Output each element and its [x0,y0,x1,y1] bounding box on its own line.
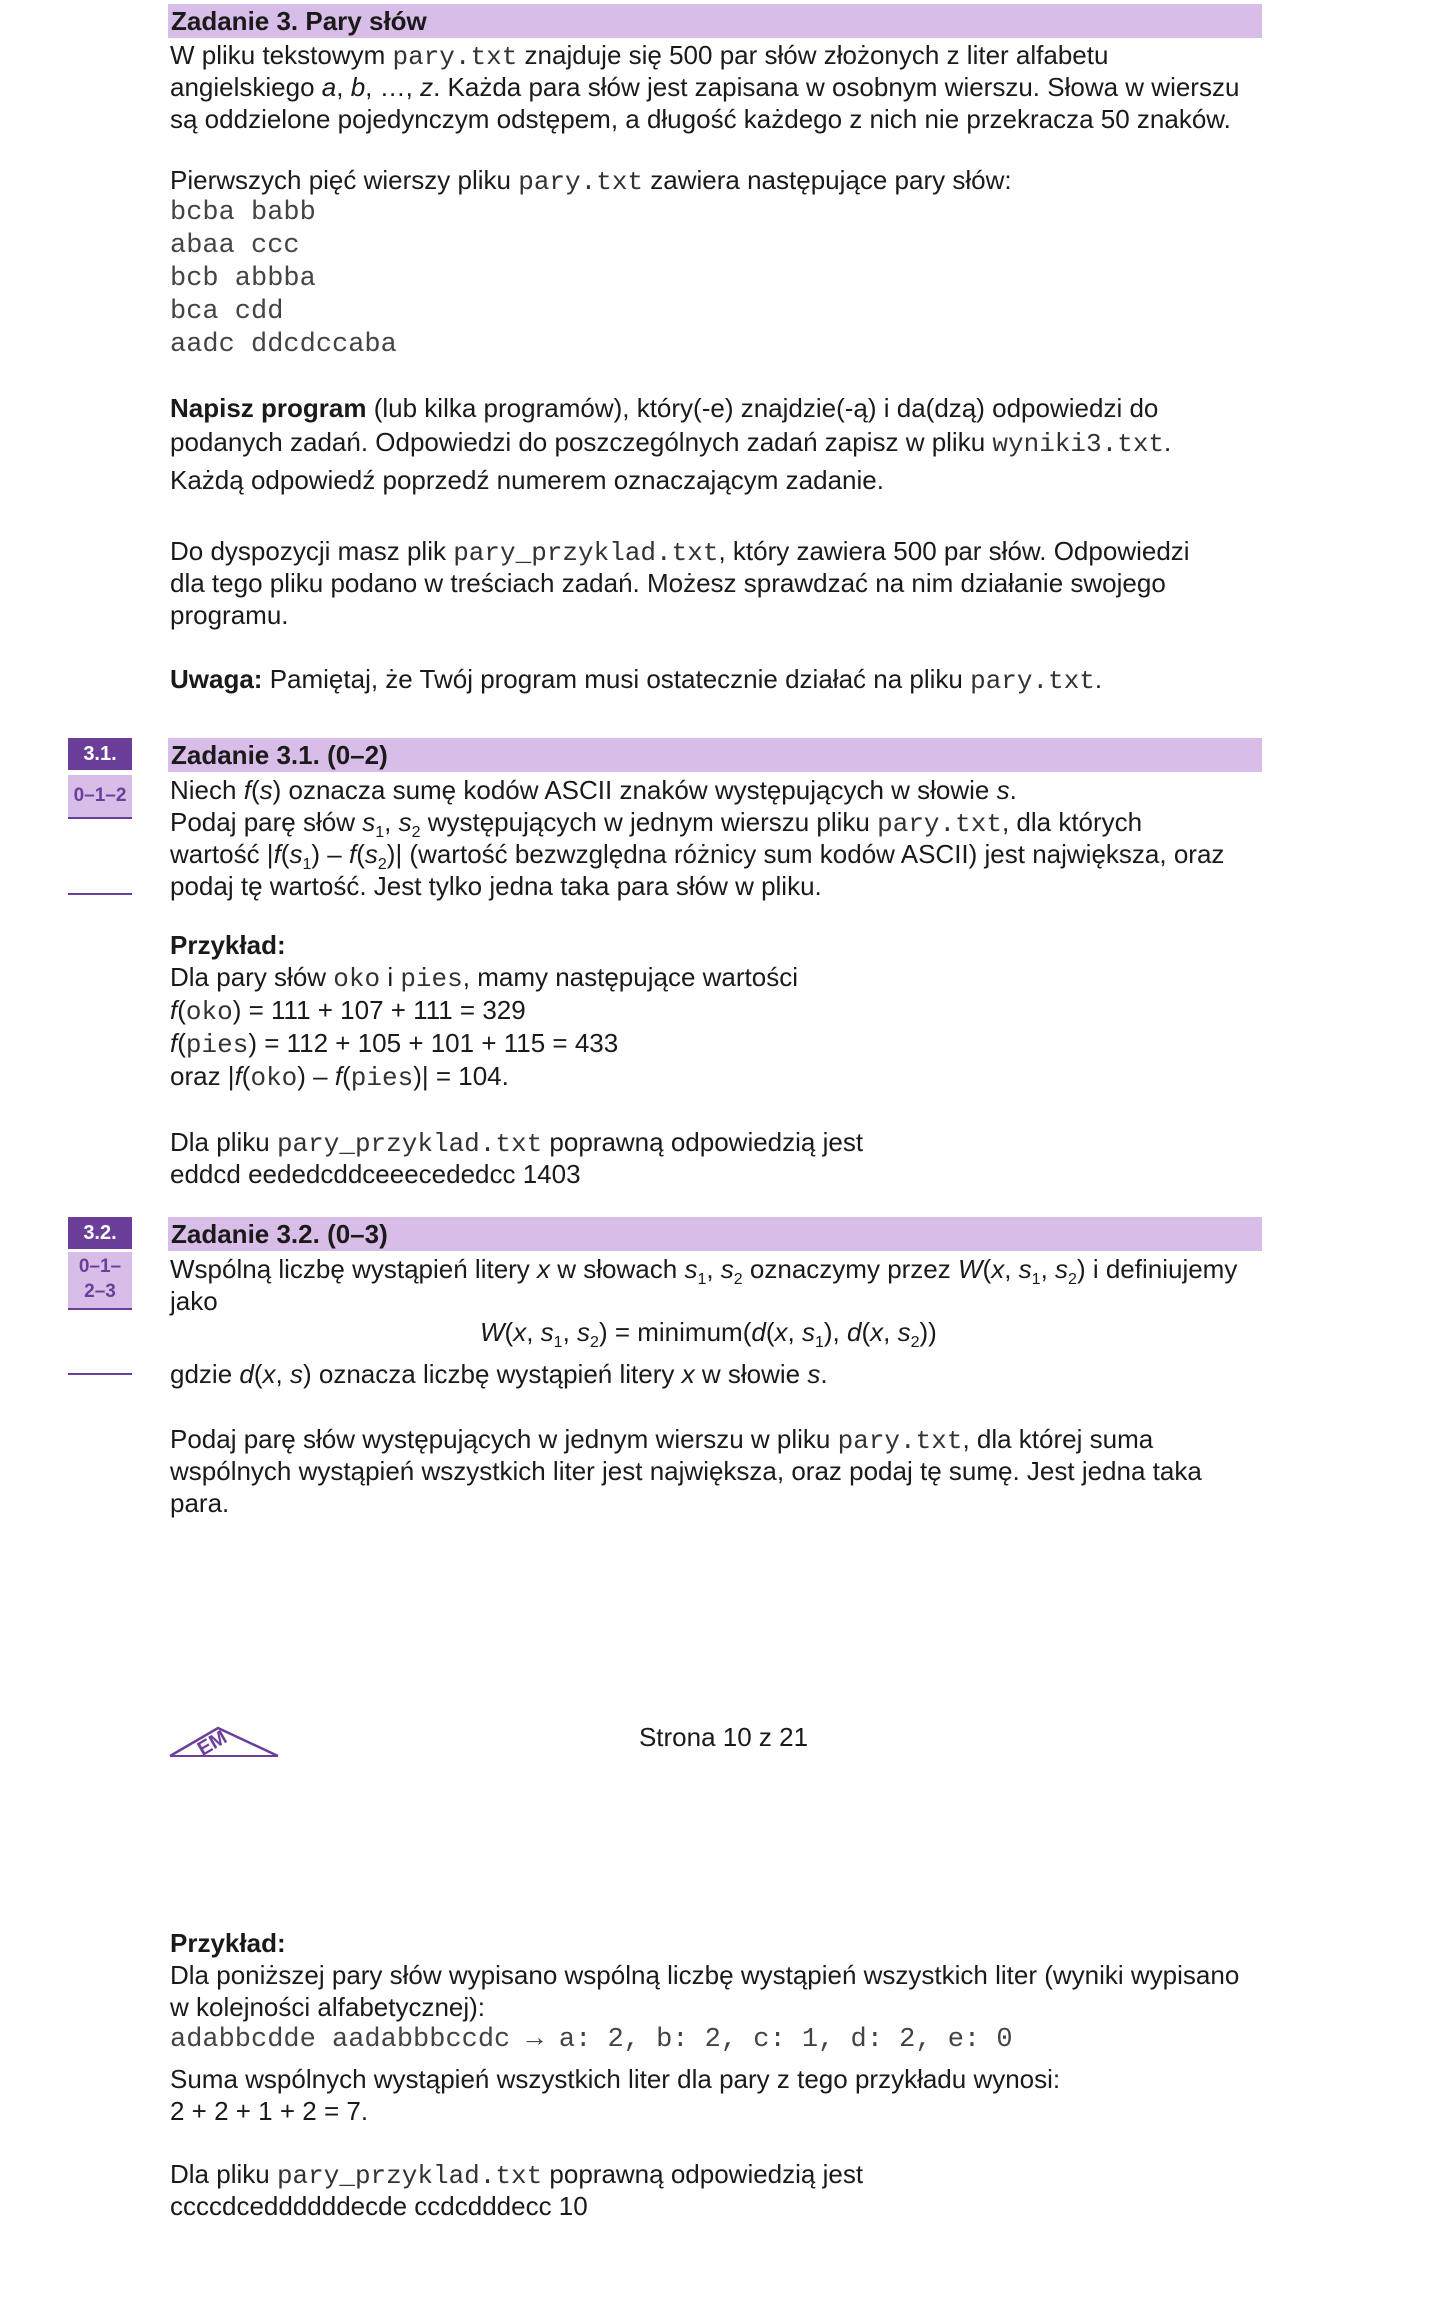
task31-line2: Podaj parę słów $s_1$, $s_2$ występujących w jednym wierszu pliku pary.txt, dla których [170,807,1143,842]
task31-example-line4: oraz |f(oko) – f(pies)| = 104. [170,1061,509,1093]
task3-note: Uwaga: Pamiętaj, że Twój program musi ostatecznie działać na pliku pary.txt. [170,664,1103,696]
task31-example-heading: Przykład: [170,930,286,960]
task3-header: Zadanie 3. Pary słów [168,4,1262,38]
task3-sample-line3: programu. [170,600,289,630]
task31-example-line2: f(oko) = 111 + 107 + 111 = 329 [170,995,526,1027]
task32-definition: gdzie d(x, s) oznacza liczbę wystąpień litery x w słowie s. [170,1359,828,1389]
task31-line1: Niech f(s) oznacza sumę kodów ASCII znaków występujących w słowie s. [170,775,1017,805]
task32-line2: jako [170,1286,218,1316]
pair-line: abaa ccc [170,231,300,261]
task3-intro-line2: angielskiego a, b, …, z. Każda para słów jest zapisana w osobnym wierszu. Słowa w wierszu [170,72,1240,102]
task32-example-heading: Przykład: [170,1928,286,1958]
task32-line1: Wspólną liczbę wystąpień litery x w słowach $s_1$, $s_2$ oznaczymy przez W(x, $s_1$, $s_2$) i definiujemy [170,1254,1238,1289]
task32-example-code: adabbcdde aadabbbccdc → a: 2, b: 2, c: 1, d: 2, e: 0 [170,2025,1013,2055]
task3-intro-line1: W pliku tekstowym pary.txt znajduje się 500 par słów złożonych z liter alfabetu [170,40,1109,72]
task31-line3: wartość $|f(s_1) - f(s_2)|$ (wartość bezwzględna różnicy sum kodów ASCII) jest największa, oraz [170,839,1225,874]
task32-question-line3: para. [170,1488,230,1518]
task31-points-box: 0–1–2 [68,775,132,819]
task3-intro-line3: są oddzielone pojedynczym odstępem, a długość każdego z nich nie przekracza 50 znaków. [170,104,1231,134]
svg-text:EM: EM [193,1726,231,1758]
task3-program-line3: Każdą odpowiedź poprzedź numerem oznaczającym zadanie. [170,465,884,495]
task32-question-line1: Podaj parę słów występujących w jednym wierszu w pliku pary.txt, dla której suma [170,1424,1154,1456]
task32-sum-line1: Suma wspólnych wystąpień wszystkich liter dla pary z tego przykładu wynosi: [170,2064,1061,2094]
task31-number-badge: 3.1. [68,738,132,770]
pair-line: bca cdd [170,297,284,327]
task32-points-box: 0–1– 2–3 [68,1252,132,1310]
task32-formula: W(x, $s_1$, $s_2$) = minimum(d(x, $s_1$), d(x, $s_2$)) [480,1317,937,1352]
score-line [68,893,132,895]
task32-example-line2: w kolejności alfabetycznej): [170,1992,486,2022]
task3-first-five-line: Pierwszych pięć wierszy pliku pary.txt zawiera następujące pary słów: [170,165,1012,197]
task32-answer-value: ccccdceddddddecde ccdcdddecc 10 [170,2191,588,2221]
task3-sample-line1: Do dyspozycji masz plik pary_przyklad.txt, który zawiera 500 par słów. Odpowiedzi [170,536,1190,568]
pair-line: aadc ddcdccaba [170,330,397,360]
task31-example-line1: Dla pary słów oko i pies, mamy następujące wartości [170,962,798,994]
task31-example-line3: f(pies) = 112 + 105 + 101 + 115 = 433 [170,1028,619,1060]
task3-program-line2: podanych zadań. Odpowiedzi do poszczególnych zadań zapisz w pliku wyniki3.txt. [170,427,1172,459]
task3-sample-line2: dla tego pliku podano w treściach zadań. Możesz sprawdzać na nim działanie swojego [170,568,1166,598]
task32-example-line1: Dla poniższej pary słów wypisano wspólną liczbę wystąpień wszystkich liter (wyniki wypisano [170,1960,1240,1990]
task32-header: Zadanie 3.2. (0–3) [168,1217,1262,1251]
score-line [68,1373,132,1375]
task31-answer-line: Dla pliku pary_przyklad.txt poprawną odpowiedzią jest [170,1127,864,1159]
task32-number-badge: 3.2. [68,1217,132,1249]
pair-line: bcba babb [170,198,316,228]
page-number: Strona 10 z 21 [638,1722,809,1752]
task31-line4: podaj tę wartość. Jest tylko jedna taka para słów w pliku. [170,871,822,901]
task32-question-line2: wspólnych wystąpień wszystkich liter jest największa, oraz podaj tę sumę. Jest jedna taka [170,1456,1202,1486]
task3-program-line1: Napisz program (lub kilka programów), który(-e) znajdzie(-ą) i da(dzą) odpowiedzi do [170,393,1159,423]
task32-answer-line: Dla pliku pary_przyklad.txt poprawną odpowiedzią jest [170,2159,864,2191]
task32-sum-line2: 2 + 2 + 1 + 2 = 7. [170,2096,369,2126]
task31-header: Zadanie 3.1. (0–2) [168,738,1262,772]
task31-answer-value: eddcd eededcddceeecededcc 1403 [170,1159,581,1189]
pair-line: bcb abbba [170,264,316,294]
